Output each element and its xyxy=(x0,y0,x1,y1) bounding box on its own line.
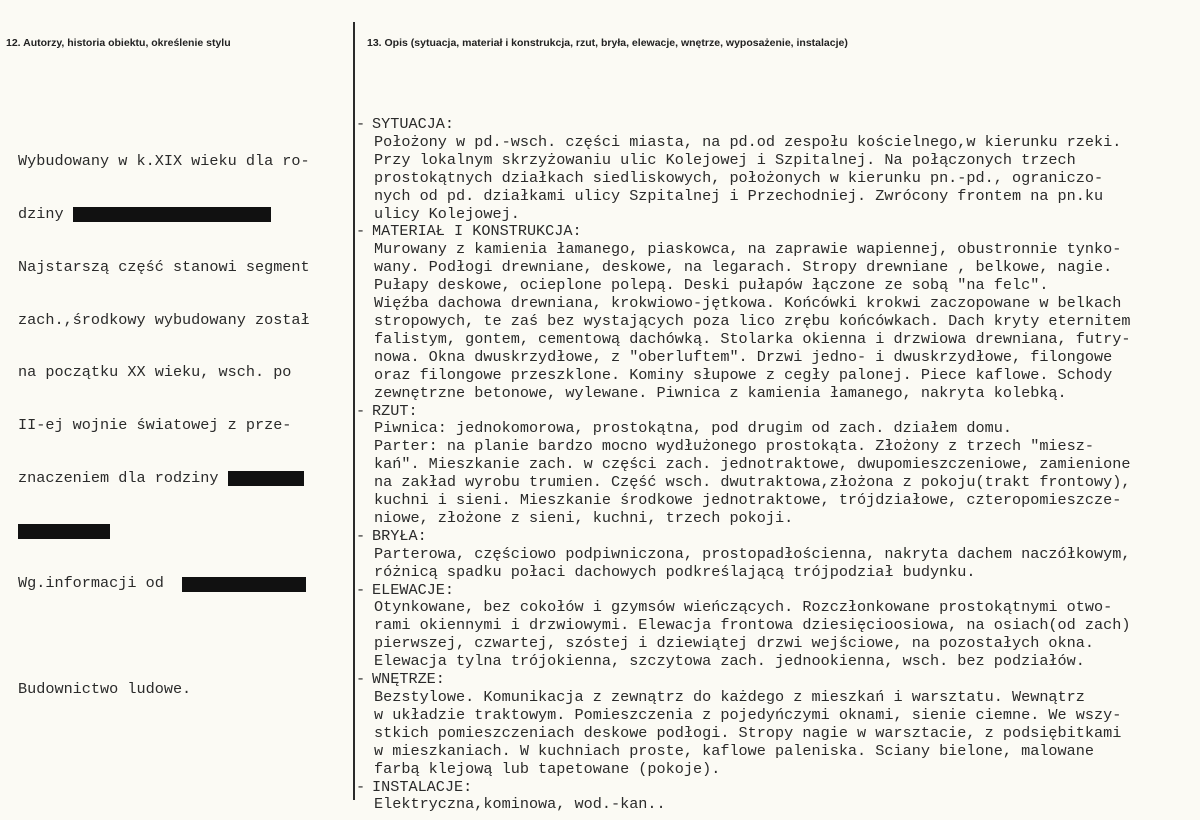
redaction-bar xyxy=(228,471,304,486)
left-line: Budownictwo ludowe. xyxy=(18,680,192,698)
body-line: Przy lokalnym skrzyżowaniu ulic Kolejowej i Szpitalnej. Na połączonych trzech xyxy=(374,150,1076,169)
description-text xyxy=(356,116,1196,814)
left-line: Wybudowany w k.XIX wieku dla ro- xyxy=(18,152,310,171)
section-title xyxy=(356,582,1196,600)
left-line: na początku XX wieku, wsch. po xyxy=(18,363,292,382)
redaction-bar xyxy=(18,524,110,539)
section-title xyxy=(356,528,1196,546)
bullet-dash: - xyxy=(356,580,366,599)
left-line: zach.,środkowy wybudowany został xyxy=(18,310,310,329)
body-line: stropowych, te zaś bez wystających poza lico zrębu końcówkach. Dach kryty eternitem xyxy=(374,311,1131,330)
body-line: Parterowa, częściowo podpiwniczona, prostopadłościenna, nakryta dachem naczółkowym, xyxy=(374,544,1131,563)
body-line: Elektryczna,kominowa, wod.-kan.. xyxy=(374,795,666,814)
body-line: Więźba dachowa drewniana, krokwiowo-jętkowa. Końcówki krokwi zaczopowane w belkach xyxy=(374,294,1122,313)
bullet-dash: - xyxy=(356,401,366,420)
body-line: różnicą spadku połaci dachowych podkreślającą trójpodział budynku. xyxy=(374,562,976,581)
section-title-text: INSTALACJE: xyxy=(372,777,473,796)
body-line: niowe, złożone z sieni, kuchni, trzech pokoji. xyxy=(374,508,794,527)
section-title xyxy=(356,403,1196,421)
body-line: w układzie traktowym. Pomieszczenia z pojedyńczymi oknami, sienie ciemne. We wszy- xyxy=(374,705,1122,724)
redaction-bar xyxy=(182,577,306,592)
body-line: Położony w pd.-wsch. części miasta, na pd.od zespołu kościelnego,w kierunku rzeki. xyxy=(374,132,1122,151)
body-line: falistym, gontem, cementową dachówką. Stolarka okienna i drzwiowa drewniana, futry- xyxy=(374,329,1131,348)
left-line: znaczeniem dla rodziny xyxy=(18,468,219,487)
body-line: zewnętrzne betonowe, wylewane. Piwnica z kamienia łamanego, nakryta kolebką. xyxy=(374,383,1067,402)
section-title-text: MATERIAŁ I KONSTRUKCJA: xyxy=(372,222,582,241)
body-line: oraz filongowe przeszklone. Kominy słupowe z cegły palonej. Piece kaflowe. Schody xyxy=(374,365,1113,384)
body-line: Murowany z kamienia łamanego, piaskowca, na zaprawie wapiennej, obustronnie tynko- xyxy=(374,240,1122,259)
body-line: Otynkowane, bez cokołów i gzymsów wieńczących. Rozczłonkowane prostokątnymi otwo- xyxy=(374,598,1113,617)
bullet-dash: - xyxy=(356,526,366,545)
body-line: prostokątnych działkach siedliskowych, położonych w kierunku pn.-pd., ograniczo- xyxy=(374,168,1104,187)
body-line: Bezstylowe. Komunikacja z zewnątrz do każdego z mieszkań i warsztatu. Wewnątrz xyxy=(374,688,1085,706)
column-divider xyxy=(353,22,355,800)
section-12-heading: 12. Autorzy, historia obiektu, określenie stylu xyxy=(6,37,231,49)
section-title xyxy=(356,671,1196,689)
section-title-text: ELEWACJE: xyxy=(372,580,455,599)
body-line: farbą klejową lub tapetowane (pokoje). xyxy=(374,759,721,778)
left-line: Najstarszą część stanowi segment xyxy=(18,257,310,276)
left-line: Wg.informacji od xyxy=(18,574,164,593)
bullet-dash: - xyxy=(356,222,366,241)
bullet-dash: - xyxy=(356,115,366,133)
body-line: Elewacja tylna trójokienna, szczytowa zach. jednookienna, wsch. bez podziałów. xyxy=(374,652,1085,671)
body-line: kań". Mieszkanie zach. w części zach. jednotraktowe, dwupomieszczeniowe, zamienione xyxy=(374,455,1131,474)
section-title-text: WNĘTRZE: xyxy=(372,670,445,689)
body-line: nych od pd. działkami ulicy Szpitalnej i Przechodniej. Zwrócony frontem na pn.ku xyxy=(374,186,1104,205)
body-line: na zakład wyrobu trumien. Część wsch. dwutraktowa,złożona z pokoju(trakt frontowy), xyxy=(374,473,1131,492)
body-line: Parter: na planie bardzo mocno wydłużonego prostokąta. Złożony z trzech "miesz- xyxy=(374,437,1095,456)
section-13-heading: 13. Opis (sytuacja, materiał i konstrukcja, rzut, bryła, elewacje, wnętrze, wyposażenie, instalacje) xyxy=(367,37,848,49)
section-title xyxy=(356,223,1196,241)
body-line: Pułapy deskowe, ocieplone polepą. Deski pułapów łączone ze sobą "na felc". xyxy=(374,276,1049,295)
body-line: w mieszkaniach. W kuchniach proste, kaflowe paleniska. Sciany bielone, malowane xyxy=(374,741,1095,760)
body-line: wany. Podłogi drewniane, deskowe, na legarach. Stropy drewniane , belkowe, nagie. xyxy=(374,258,1113,277)
left-line: II-ej wojnie światowej z prze- xyxy=(18,416,292,435)
body-line: rami okiennymi i drzwiowymi. Elewacja frontowa dziesięcioosiowa, na osiach(od zach) xyxy=(374,616,1131,635)
body-line: stkich pomieszczeniach deskowe podłogi. Stropy nagie w warsztacie, z podsiębitkami xyxy=(374,723,1122,742)
authors-history-text xyxy=(18,118,348,734)
redaction-bar xyxy=(73,207,271,222)
body-line: Piwnica: jednokomorowa, prostokątna, pod drugim od zach. działem domu. xyxy=(374,419,1012,438)
bullet-dash: - xyxy=(356,777,366,796)
body-line: pierwszej, czwartej, szóstej i dziewiątej drzwi wejściowe, na pozostałych okna. xyxy=(374,634,1095,653)
body-line: kuchni i sieni. Mieszkanie środkowe jednotraktowe, trójdziałowe, czteropomieszcze- xyxy=(374,491,1122,510)
section-title xyxy=(356,779,1196,797)
bullet-dash: - xyxy=(356,670,366,689)
body-line: ulicy Kolejowej. xyxy=(374,204,520,223)
left-line: dziny xyxy=(18,204,64,223)
section-title-text: RZUT: xyxy=(372,401,418,420)
section-title-text: BRYŁA: xyxy=(372,526,427,545)
section-title-text: SYTUACJA: xyxy=(372,115,455,133)
section-title xyxy=(356,116,1196,134)
body-line: nowa. Okna dwuskrzydłowe, z "oberluftem". Drzwi jedno- i dwuskrzydłowe, filongowe xyxy=(374,347,1113,366)
